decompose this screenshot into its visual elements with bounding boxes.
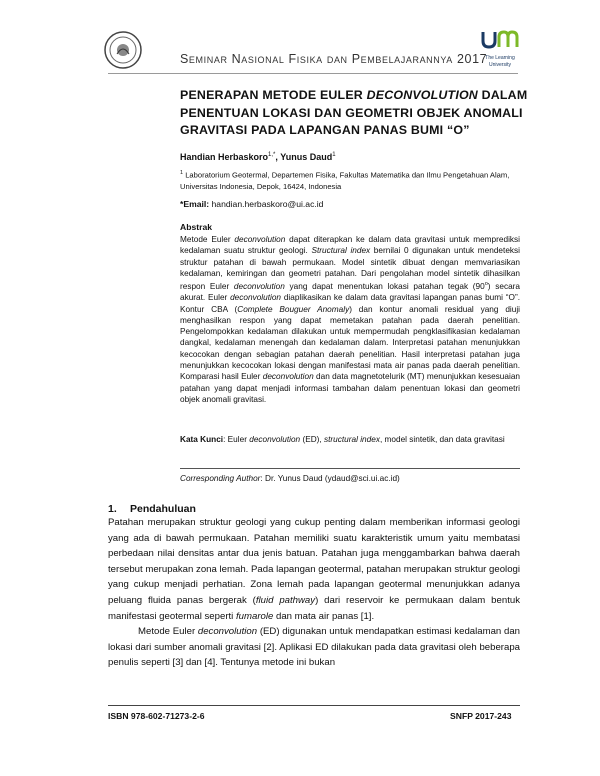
author-2: Yunus Daud — [280, 152, 333, 162]
corresponding-author: Corresponding Author: Dr. Yunus Daud (ydaud@sci.ui.ac.id) — [180, 474, 400, 483]
university-seal-icon — [103, 30, 143, 70]
footer-isbn: ISBN 978-602-71273-2-6 — [108, 711, 205, 721]
footer-rule — [108, 705, 520, 706]
keywords: Kata Kunci: Euler deconvolution (ED), structural index, model sintetik, dan data gravitasi — [180, 435, 505, 444]
section-heading: 1. Pendahuluan — [108, 503, 196, 515]
header-rule — [108, 73, 518, 74]
paragraph-2: Metode Euler deconvolution (ED) digunakan untuk mendapatkan estimasi kedalaman dan lokasi dari sumber anomali gravitasi [2]. Aplikasi ED dilakukan pada data gravitasi oleh beberapa penulis seperti [3] dan [4]. Tentunya metode ini bukan — [108, 626, 520, 669]
um-logo-icon — [480, 28, 520, 50]
author-1: Handian Herbaskoro — [180, 152, 269, 162]
email-address[interactable]: handian.herbaskoro@ui.ac.id — [211, 199, 324, 209]
paper-title: PENERAPAN METODE EULER DECONVOLUTION DALAM PENENTUAN LOKASI DAN GEOMETRI OBJEK ANOMALI GRAVITASI PADA LAPANGAN PANAS BUMI “O” — [180, 88, 528, 137]
paragraph-1: Patahan merupakan struktur geologi yang cukup penting dalam memberikan informasi geologi yang ada di bawah permukaan. Patahan memiliki suatu karakteristik umum yaitu membatasi perbedaan nilai densitas antar dua jenis batuan. Patahan juga menggambarkan bahwa daerah tersebut merupakan zona lemah. Pada lapangan geotermal, patahan merupakan struktur geologi yang cukup menjadi perhatian. Zona lemah pada lapangan geotermal menunjukkan adanya peluang fluida panas bergerak (fluid pathway) dari reservoir ke permukaan dalam bentuk manifestasi geotermal seperti fumarole dan mata air panas [1]. — [108, 517, 520, 622]
learning-university-logo — [476, 28, 524, 70]
affiliation: $^1$ Laboratorium Geotermal, Departemen Fisika, Fakultas Matematika dan Ilmu Pengetahuan Alam, Universitas Indonesia, Depok, 16424, Indonesia — [180, 170, 510, 192]
email-line: *Email: handian.herbaskoro@ui.ac.id — [180, 199, 324, 209]
logo-text-line1: The Learning — [485, 55, 515, 61]
abstract-heading: Abstrak — [180, 222, 212, 232]
journal-header-title: Seminar Nasional Fisika dan Pembelajarannya 2017 — [180, 52, 488, 66]
section-body — [108, 515, 520, 671]
footer-page-code: SNFP 2017-243 — [450, 711, 512, 721]
author-list: Handian Herbaskoro$^{1,*}$, Yunus Daud$^1$ — [180, 152, 336, 162]
abstract-text: Metode Euler deconvolution dapat diterapkan ke dalam data gravitasi untuk memprediksi kedalaman suatu struktur geologi. Structural index bernilai 0 digunakan untuk mendeteksi struktur patahan di bawah permukaan. Model sintetik dibuat dengan memvariasikan kedalaman, kemiringan dan geometri patahan. Dari pengolahan model sintetik dihasilkan respon Euler deconvolution yang dapat menentukan lokasi patahan tegak (90$^o$) secara akurat. Euler deconvolution diaplikasikan ke dalam data gravitasi lapangan panas bumi “O”. Kontur CBA (Complete Bouguer Anomaly) dan kontur anomali residual yang diuji menghasilkan respon yang dapat memetakan patahan pada daerah penelitian. Pengelompokkan kedalaman dilakukan untuk mempermudah pengklasifikasian kedalaman dangkal, kedalaman menengah dan kedalaman dalam. Interpretasi patahan menunjukkan kecocokan dengan sebagian patahan daerah penelitian. Hasil interpretasi patahan juga menunjukkan kecocokan lokasi dengan manifestasi mata air panas pada daerah penelitian. Komparasi hasil Euler deconvolution dan data magnetotelurik (MT) menunjukkan kesesuaian patahan yang dapat menjadi informasi tambahan dalam penentuan lokasi dan geometri objek anomali gravitasi. — [180, 235, 520, 404]
abstract-divider — [180, 468, 520, 469]
logo-text-line2: University — [489, 61, 511, 68]
